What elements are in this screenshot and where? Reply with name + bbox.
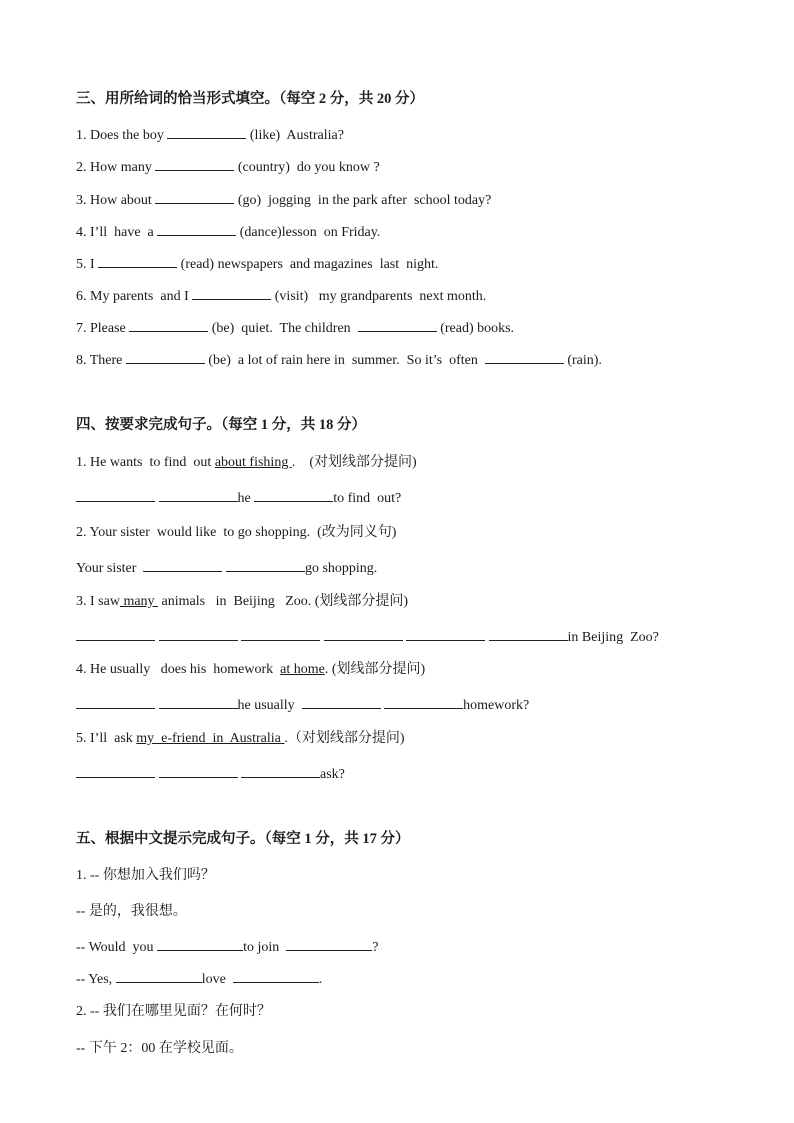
answer-blank[interactable] (167, 126, 246, 139)
answer-blank[interactable] (159, 696, 238, 709)
section-5-title: 五、根据中文提示完成句子。（每空 1 分，共 17 分） (76, 831, 410, 847)
answer-line-5-1: -- Would you to join ? (76, 940, 379, 955)
answer-blank[interactable] (98, 255, 177, 268)
answer-blank[interactable] (358, 319, 437, 332)
question-4-3: 3. I saw many animals in Beijing Zoo. (划线部分提问) (76, 594, 409, 609)
answer-blank[interactable] (129, 319, 208, 332)
question-4-5: 5. I’ll ask my e-friend in Australia .（对划线部分提问) (76, 731, 405, 746)
answer-blank[interactable] (143, 559, 222, 572)
underlined-phrase: many (119, 594, 159, 609)
underlined-phrase: my e-friend in Australia (136, 731, 285, 746)
answer-blank[interactable] (157, 938, 243, 951)
answer-blank[interactable] (286, 938, 372, 951)
answer-line-4-2: Your sister go shopping. (76, 561, 378, 576)
section-3-title: 三、用所给词的恰当形式填空。（每空 2 分，共 20 分） (76, 91, 424, 107)
question-4-2: 2. Your sister would like to go shopping. (改为同义句) (76, 525, 397, 540)
answer-line-5-1-reply: -- Yes, love . (76, 972, 323, 987)
question-5-2-reply: -- 下午 2：00 在学校见面。 (76, 1041, 243, 1056)
question-5-1: 1. -- 你想加入我们吗？ (76, 868, 215, 883)
question-4-1: 1. He wants to find out about fishing . (对划线部分提问) (76, 455, 417, 470)
answer-blank[interactable] (126, 351, 205, 364)
section-4-title: 四、按要求完成句子。（每空 1 分，共 18 分） (76, 417, 366, 433)
underlined-phrase: at home (280, 662, 325, 677)
answer-blank[interactable] (241, 765, 320, 778)
answer-blank[interactable] (489, 628, 568, 641)
underlined-phrase: about fishing (214, 455, 292, 470)
answer-blank[interactable] (76, 696, 155, 709)
question-3-1: 1. Does the boy (like) Australia? (76, 128, 344, 143)
answer-blank[interactable] (76, 765, 155, 778)
answer-blank[interactable] (76, 628, 155, 641)
answer-blank[interactable] (76, 489, 155, 502)
answer-blank[interactable] (384, 696, 463, 709)
answer-line-4-1: he to find out? (76, 489, 401, 508)
answer-blank[interactable] (155, 191, 234, 204)
answer-line-4-5: ask? (76, 765, 345, 784)
answer-blank[interactable] (485, 351, 564, 364)
answer-blank[interactable] (116, 970, 202, 983)
answer-blank[interactable] (324, 628, 403, 641)
answer-line-4-4: he usually homework? (76, 696, 529, 715)
question-3-7: 7. Please (be) quiet. The children (read) books. (76, 321, 515, 336)
answer-blank[interactable] (241, 628, 320, 641)
answer-blank[interactable] (226, 559, 305, 572)
answer-blank[interactable] (159, 765, 238, 778)
answer-blank[interactable] (302, 696, 381, 709)
question-3-3: 3. How about (go) jogging in the park after school today? (76, 193, 492, 208)
answer-blank[interactable] (406, 628, 485, 641)
answer-blank[interactable] (159, 489, 238, 502)
question-3-8: 8. There (be) a lot of rain here in summer. So it’s often (rain). (76, 353, 602, 368)
answer-blank[interactable] (159, 628, 238, 641)
answer-blank[interactable] (157, 223, 236, 236)
question-3-5: 5. I (read) newspapers and magazines last night. (76, 257, 439, 272)
question-3-2: 2. How many (country) do you know ? (76, 160, 380, 175)
answer-blank[interactable] (254, 489, 333, 502)
answer-blank[interactable] (192, 287, 271, 300)
question-3-6: 6. My parents and I (visit) my grandparents next month. (76, 289, 487, 304)
answer-blank[interactable] (233, 970, 319, 983)
answer-line-4-3: in Beijing Zoo? (76, 628, 659, 647)
question-4-4: 4. He usually does his homework at home. (划线部分提问) (76, 662, 426, 677)
question-5-2: 2. -- 我们在哪里见面？在何时？ (76, 1004, 271, 1019)
question-5-1-reply: -- 是的，我很想。 (76, 904, 187, 919)
answer-blank[interactable] (155, 158, 234, 171)
question-3-4: 4. I’ll have a (dance)lesson on Friday. (76, 225, 381, 240)
